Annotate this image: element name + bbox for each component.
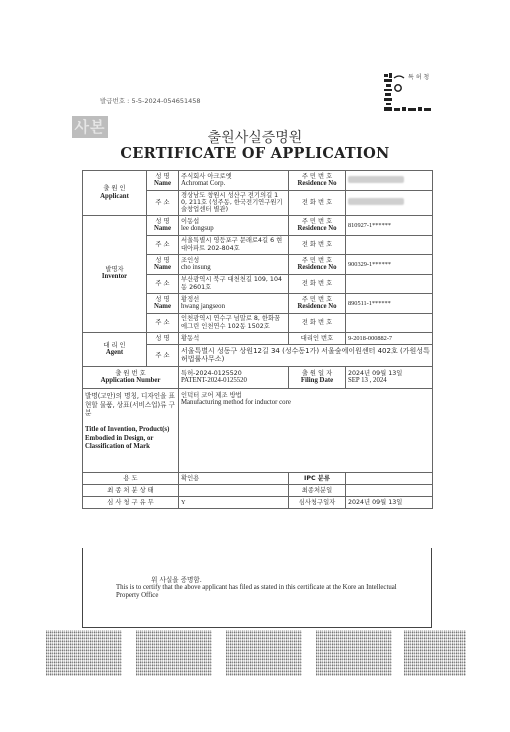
inventor-3-phone — [346, 313, 433, 332]
final-disposition-label: 최 종 처 분 상 태 — [83, 484, 179, 496]
ipc-label: IPC 분류 — [289, 472, 346, 484]
final-disposition-date — [346, 484, 433, 496]
examination-value: Y — [179, 496, 289, 508]
name-header: 성 명 — [147, 332, 179, 344]
statement-english: This is to certify that the above applicant has filed as stated in this certificate at the Kore an Intellectual Property Office — [116, 584, 397, 600]
agent-address: 서울특별시 성동구 상원12길 34 (성수동1가) 서울숲에이원센터 402호 (가원성특허법률사무소) — [179, 344, 433, 366]
address-header: 주 소 — [147, 313, 179, 332]
phone-header: 전 화 번 호 — [289, 274, 346, 293]
purpose-label: 용 도 — [83, 472, 179, 484]
inventor-1-name: 이동섭 lee dongsup — [179, 215, 289, 235]
title-of-invention-value: 인덕터 코어 제조 방법 Manufacturing method for inductor core — [179, 388, 433, 472]
inventor-2-phone — [346, 274, 433, 293]
application-row — [83, 366, 433, 388]
applicant-phone-redacted — [346, 191, 433, 216]
inventor-1-resident: 810927-1****** — [346, 215, 433, 235]
final-disposition-row — [83, 484, 433, 496]
agent-code-header: 대리인 번호 — [289, 332, 346, 344]
phone-header: 전 화 번 호 — [289, 191, 346, 216]
agent-code: 9-2018-000882-7 — [346, 332, 433, 344]
copy-stamp: 사본 — [72, 116, 108, 138]
applicant-label: 출 원 인 Applicant — [83, 171, 147, 216]
address-header: 주 소 — [147, 344, 179, 366]
security-barcode — [226, 630, 302, 676]
examination-row — [83, 496, 433, 508]
certificate-table — [82, 170, 433, 509]
issue-number: 발급번호 : 5-5-2024-054651458 — [100, 97, 201, 105]
title-of-invention-label: 발명(고안)의 명칭, 디자인을 표현할 물품, 상표(서비스업)류 구분 Title of Invention, Product(s) Embodied in Design, or Classification of Mark — [83, 388, 179, 472]
ipc-value — [346, 472, 433, 484]
resident-header: 주 민 번 호 Residence No — [289, 171, 346, 191]
inventor-2-address: 부산광역시 북구 대천천길 109, 104동 2601호 — [179, 274, 289, 293]
examination-date: 2024년 09월 13일 — [346, 496, 433, 508]
name-header: 성 명 Name — [147, 215, 179, 235]
title-of-invention-row — [83, 388, 433, 472]
examination-date-label: 심사청구일자 — [289, 496, 346, 508]
inventor-3-name: 황정선 hwang jangseon — [179, 293, 289, 313]
resident-header: 주 민 번 호 Residence No — [289, 293, 346, 313]
office-name: 특 허 청 — [408, 74, 430, 81]
inventor-1-address: 서울특별시 영등포구 문래로4길 6 현대아파트 202-804호 — [179, 235, 289, 254]
filing-date: 2024년 09월 13일 SEP 13 , 2024 — [346, 366, 433, 388]
security-barcode — [316, 630, 392, 676]
inventor-1-phone — [346, 235, 433, 254]
address-header: 주 소 — [147, 191, 179, 216]
security-barcode — [136, 630, 212, 676]
final-disposition-value — [179, 484, 289, 496]
name-header: 성 명 Name — [147, 293, 179, 313]
applicant-name: 주식회사 아크로엣 Achromat Corp. — [179, 171, 289, 191]
examination-label: 심 사 청 구 유 무 — [83, 496, 179, 508]
statement-korean: 위 사실을 증명함. — [151, 576, 202, 584]
applicant-name-row — [83, 171, 433, 191]
inventor-1-name-row — [83, 215, 433, 235]
inventor-label: 발명자 Inventor — [83, 215, 147, 332]
phone-header: 전 화 번 호 — [289, 313, 346, 332]
resident-header: 주 민 번 호 Residence No — [289, 215, 346, 235]
name-header: 성 명 Name — [147, 171, 179, 191]
inventor-2-resident: 900329-1****** — [346, 254, 433, 274]
applicant-address: 경상남도 창원시 성산구 전기의길 1 0, 211호 (성주동, 한국전기연구원기술창업센터 별관) — [179, 191, 289, 216]
security-barcode — [404, 630, 466, 676]
applicant-resident-redacted — [346, 171, 433, 191]
resident-header: 주 민 번 호 Residence No — [289, 254, 346, 274]
title-korean: 출원사실증명원 — [207, 130, 303, 146]
application-number: 특허-2024-0125520 PATENT-2024-0125520 — [179, 366, 289, 388]
application-number-label: 출 원 번 호 Application Number — [83, 366, 179, 388]
agent-name-row — [83, 332, 433, 344]
name-header: 성 명 Name — [147, 254, 179, 274]
inventor-3-resident: 890511-1****** — [346, 293, 433, 313]
inventor-3-address: 인천광역시 연수구 넘말로 8, 한화꿈에그린 인천연수 102동 1502호 — [179, 313, 289, 332]
purpose-value: 확인용 — [179, 472, 289, 484]
purpose-row — [83, 472, 433, 484]
final-disposition-date-label: 최종처분일 — [289, 484, 346, 496]
phone-header: 전 화 번 호 — [289, 235, 346, 254]
title-english: CERTIFICATE OF APPLICATION — [120, 145, 390, 162]
agent-name: 황동석 — [179, 332, 289, 344]
address-header: 주 소 — [147, 235, 179, 254]
agent-label: 대 리 인 Agent — [83, 332, 147, 366]
security-barcode — [46, 630, 122, 676]
filing-date-label: 출 원 일 자 Filing Date — [289, 366, 346, 388]
inventor-2-name: 조인성 cho insung — [179, 254, 289, 274]
address-header: 주 소 — [147, 274, 179, 293]
